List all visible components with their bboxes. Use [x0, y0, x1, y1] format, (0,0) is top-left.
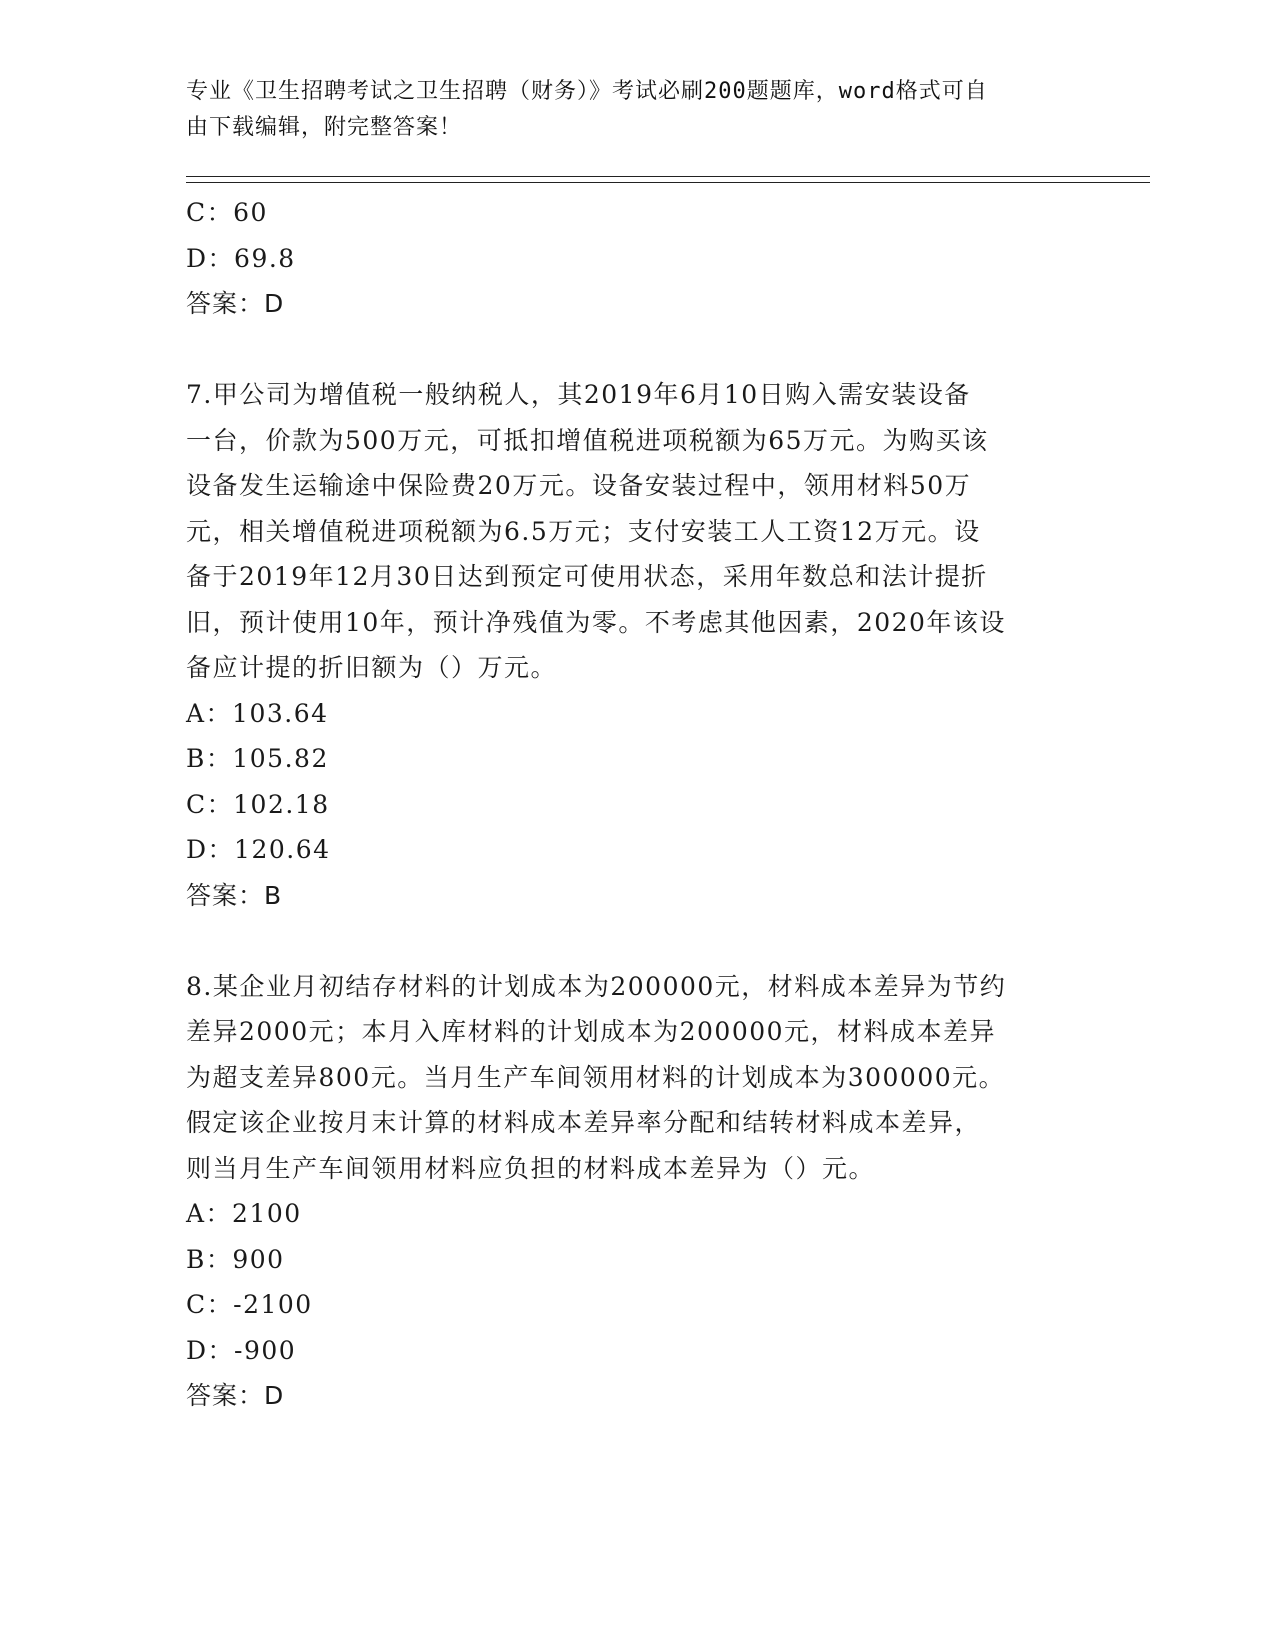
answer-line: 答案：D [186, 1381, 285, 1410]
question-stem-line: 旧，预计使用10年，预计净残值为零。不考虑其他因素，2020年该设 [186, 607, 1006, 637]
question-8-block [186, 964, 1086, 1419]
answer-line: 答案：D [186, 289, 285, 318]
spacer [186, 918, 1086, 964]
option-b: B：900 [186, 1244, 285, 1274]
header-divider-bottom [186, 182, 1150, 183]
spacer [186, 327, 1086, 373]
option-a: A：103.64 [186, 698, 329, 728]
question-stem-line: 则当月生产车间领用材料应负担的材料成本差异为（）元。 [186, 1153, 876, 1183]
document-header [186, 74, 1066, 146]
question-stem-line: 为超支差异800元。当月生产车间领用材料的计划成本为300000元。 [186, 1062, 1006, 1092]
header-line-1: 专业《卫生招聘考试之卫生招聘（财务）》考试必刷200题题库，word格式可自 [186, 79, 988, 104]
header-divider-top [186, 176, 1150, 177]
option-b: B：105.82 [186, 744, 329, 773]
option-d: D：-900 [186, 1335, 297, 1365]
question-stem-line: 一台，价款为500万元，可抵扣增值税进项税额为65万元。为购买该 [186, 425, 989, 455]
question-stem-line: 备应计提的折旧额为（）万元。 [186, 653, 558, 682]
question-stem-line: 元，相关增值税进项税额为6.5万元；支付安装工人工资12万元。设 [186, 516, 981, 546]
option-d: D：120.64 [186, 835, 331, 864]
option-d: D：69.8 [186, 243, 296, 273]
question-stem-line: 8.某企业月初结存材料的计划成本为200000元，材料成本差异为节约 [186, 971, 1007, 1001]
answer-line: 答案：B [186, 880, 283, 910]
option-c: C：102.18 [186, 789, 330, 819]
question-7-block [186, 372, 1086, 918]
header-line-2: 由下载编辑，附完整答案！ [186, 115, 463, 140]
question-stem-line: 备于2019年12月30日达到预定可使用状态，采用年数总和法计提折 [186, 562, 988, 591]
option-a: A：2100 [186, 1199, 302, 1228]
question-stem-line: 假定该企业按月末计算的材料成本差异率分配和结转材料成本差异， [186, 1108, 982, 1137]
question-stem-line: 设备发生运输途中保险费20万元。设备安装过程中，领用材料50万 [186, 471, 972, 500]
question-stem-line: 差异2000元；本月入库材料的计划成本为200000元，材料成本差异 [186, 1017, 997, 1046]
document-body [186, 190, 1086, 1419]
option-c: C：-2100 [186, 1290, 313, 1319]
option-c: C：60 [186, 198, 268, 227]
question-stem-line: 7.甲公司为增值税一般纳税人，其2019年6月10日购入需安装设备 [186, 380, 971, 409]
previous-question-block [186, 190, 1086, 327]
